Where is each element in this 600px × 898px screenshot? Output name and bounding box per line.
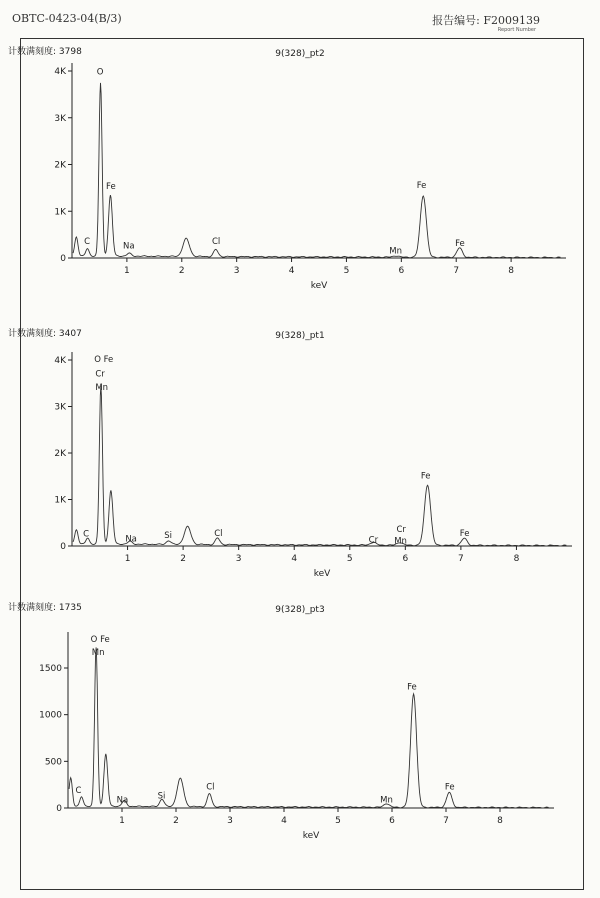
spectrum-line: [73, 386, 566, 546]
y-tick-label: 0: [60, 542, 66, 552]
peak-label: Cl: [211, 236, 221, 247]
x-tick-label: 7: [458, 554, 464, 564]
peak-label: Si: [157, 791, 166, 802]
peak-label: Cr: [396, 525, 406, 536]
spectrum-chart-pt3: [0, 594, 600, 894]
peak-label: Cr: [368, 535, 379, 546]
x-axis-label: keV: [302, 831, 320, 841]
x-tick-label: 1: [124, 266, 130, 276]
spectrum-line: [69, 647, 548, 808]
spectrum-title: 9(328)_pt3: [275, 605, 325, 615]
x-tick-label: 7: [443, 816, 449, 826]
x-axis-label: keV: [313, 569, 331, 579]
x-tick-label: 4: [291, 554, 298, 564]
y-tick-label: 4K: [54, 67, 66, 77]
y-tick-label: 0: [56, 804, 62, 814]
peak-label: Cl: [214, 528, 223, 539]
x-tick-label: 8: [513, 554, 520, 564]
x-tick-label: 2: [178, 266, 185, 276]
peak-label: Mn: [380, 795, 393, 806]
x-tick-label: 3: [227, 816, 233, 826]
report-number: 报告编号: F2009139: [432, 14, 540, 27]
peak-label: C: [84, 236, 91, 247]
peak-label: O: [96, 67, 104, 78]
peak-label: Fe: [455, 238, 465, 249]
x-tick-label: 5: [343, 266, 350, 276]
x-tick-label: 4: [281, 816, 287, 826]
y-tick-label: 2K: [54, 160, 66, 171]
x-axis-label: keV: [310, 281, 328, 291]
peak-label: Fe: [420, 471, 431, 482]
peak-label: Fe: [459, 528, 470, 539]
y-tick-label: 0: [60, 254, 66, 264]
peak-label: O Fe: [90, 634, 110, 645]
y-tick-label: 2K: [54, 449, 66, 459]
peak-label: Na: [123, 241, 135, 252]
x-tick-label: 1: [124, 554, 131, 564]
report-number-subtitle: Report Number: [497, 27, 536, 33]
spectrum-chart-pt2: [0, 38, 600, 338]
spectrum-title: 9(328)_pt2: [275, 49, 325, 59]
peak-label: Mn: [95, 383, 109, 394]
counts-full-scale: 计数满刻度: 3407: [8, 329, 82, 339]
y-tick-label: 1500: [39, 664, 62, 674]
y-tick-label: 3K: [54, 113, 66, 124]
y-tick-label: 1K: [54, 495, 66, 506]
peak-label: Cr: [95, 369, 105, 380]
peak-label: Na: [116, 795, 129, 806]
x-tick-label: 5: [335, 816, 341, 826]
x-tick-label: 7: [453, 266, 460, 276]
document-code: OBTC-0423-04(B/3): [12, 12, 122, 25]
peak-label: Mn: [91, 647, 105, 658]
x-tick-label: 4: [288, 266, 295, 276]
peak-label: Na: [125, 534, 137, 545]
peak-label: Fe: [407, 682, 417, 693]
peak-label: Mn: [389, 246, 402, 257]
x-tick-label: 8: [508, 266, 514, 276]
y-tick-label: 3K: [54, 402, 66, 413]
spectrum-title: 9(328)_pt1: [275, 331, 325, 341]
x-tick-label: 3: [235, 554, 242, 564]
x-tick-label: 5: [346, 554, 353, 564]
y-tick-label: 4K: [54, 356, 66, 366]
peak-label: Fe: [416, 180, 427, 191]
y-tick-label: 1K: [54, 207, 66, 218]
x-tick-label: 1: [119, 816, 125, 826]
counts-full-scale: 计数满刻度: 3798: [8, 47, 82, 57]
x-tick-label: 8: [497, 816, 503, 826]
counts-full-scale: 计数满刻度: 1735: [8, 603, 82, 613]
peak-label: C: [75, 786, 82, 797]
peak-label: Si: [164, 531, 172, 542]
x-tick-label: 6: [402, 554, 409, 564]
x-tick-label: 2: [173, 816, 179, 826]
peak-label: Fe: [106, 181, 116, 192]
x-tick-label: 6: [389, 816, 395, 826]
peak-label: Mn: [394, 536, 407, 547]
y-tick-label: 1000: [39, 710, 62, 721]
y-tick-label: 500: [44, 757, 62, 768]
x-tick-label: 2: [180, 554, 186, 564]
spectrum-line: [73, 83, 560, 258]
peak-label: Fe: [444, 782, 455, 793]
x-tick-label: 6: [398, 266, 405, 276]
peak-label: Cl: [206, 782, 215, 793]
spectrum-chart-pt1: [0, 320, 600, 620]
peak-label: C: [83, 529, 90, 540]
x-tick-label: 3: [233, 266, 240, 276]
peak-label: O Fe: [94, 354, 114, 365]
